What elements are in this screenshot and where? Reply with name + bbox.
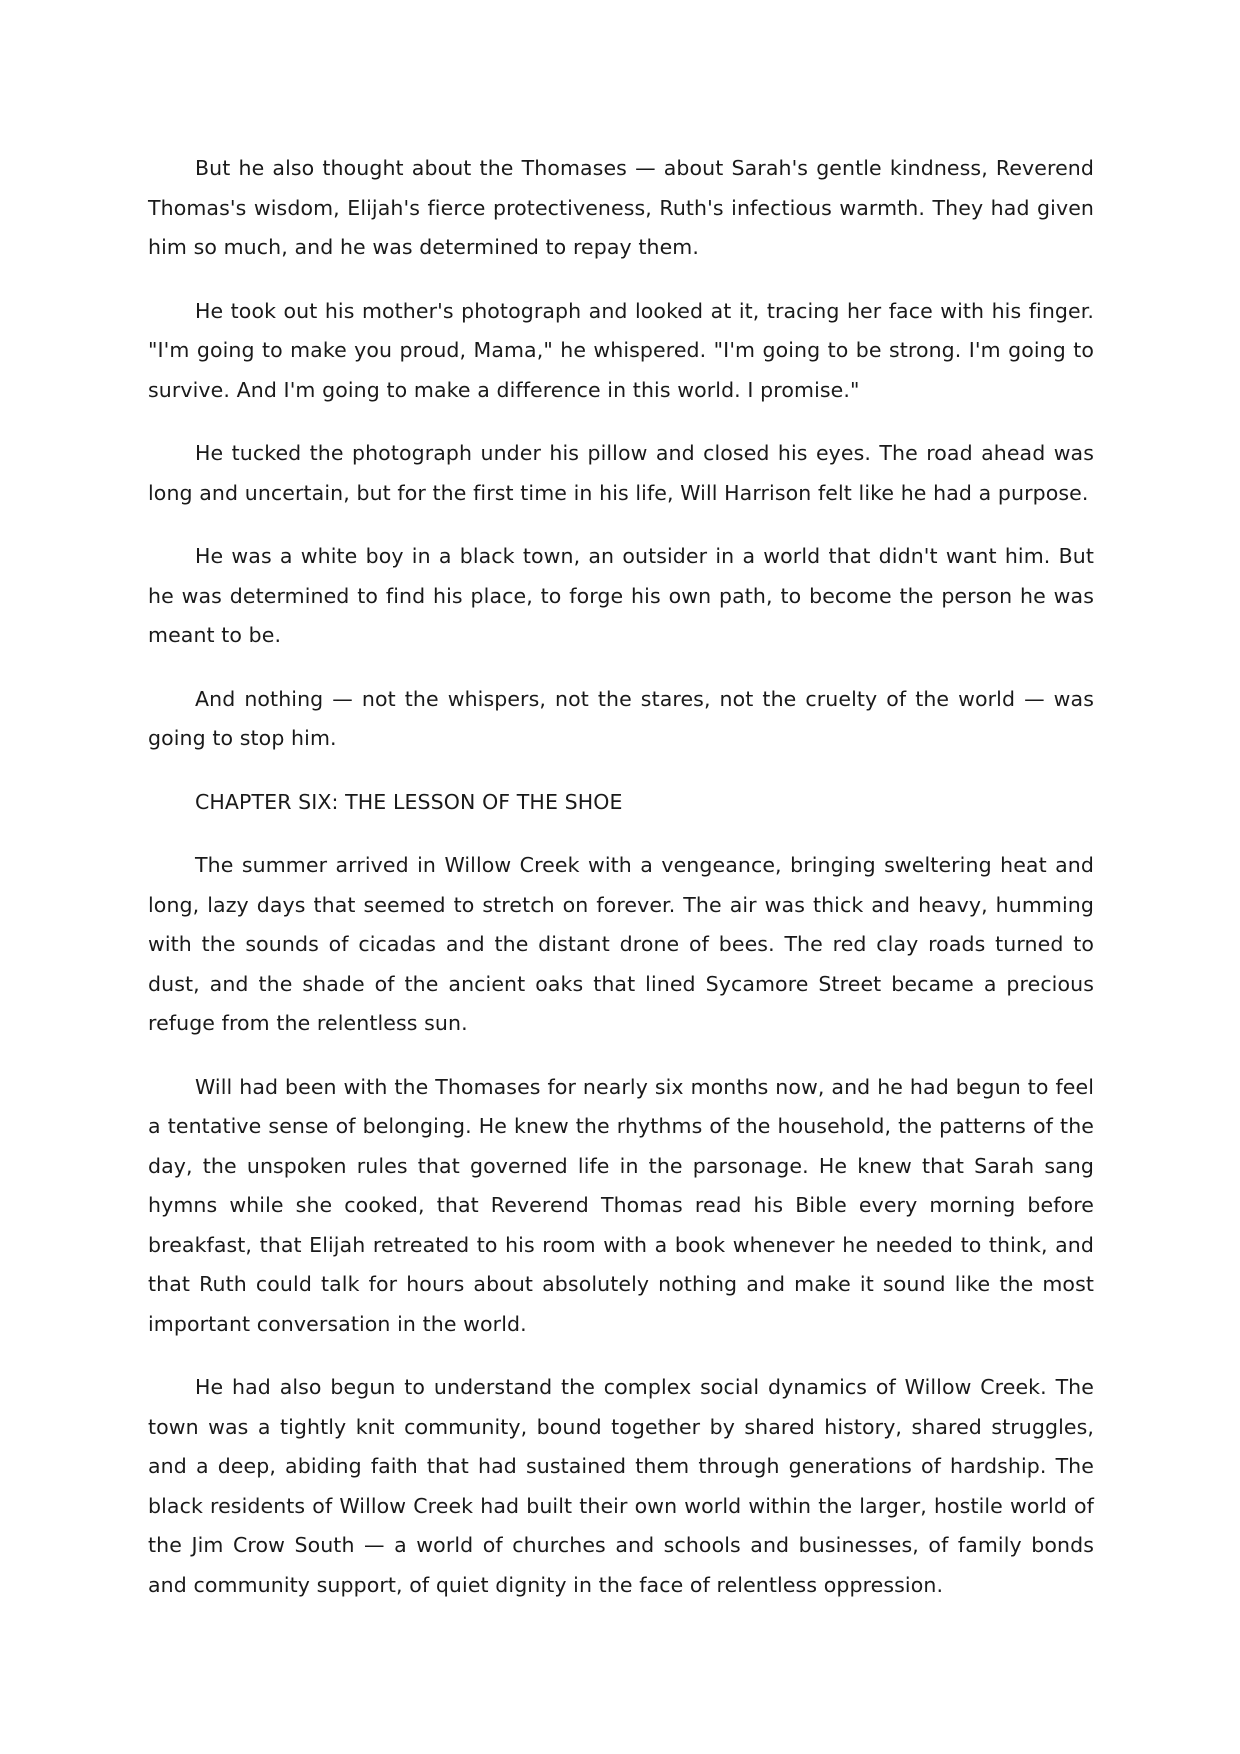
paragraph: He was a white boy in a black town, an outsider in a world that didn't want him. But he was determined to find his place, to forge his own path, to become the person he was meant to be. [148,544,1094,647]
paragraph: The summer arrived in Willow Creek with a vengeance, bringing sweltering heat and long, lazy days that seemed to stretch on forever. The air was thick and heavy, humming with the sounds of cicadas and the distant drone of bees. The red clay roads turned to dust, and the shade of the ancient oaks that lined Sycamore Street became a precious refuge from the relentless sun. [148,853,1094,1035]
paragraph: He took out his mother's photograph and looked at it, tracing her face with his finger. "I'm going to make you proud, Mama," he whispered. "I'm going to be strong. I'm going to survive. And I'm going to make a difference in this world. I promise." [148,298,1094,402]
chapter-heading: CHAPTER SIX: THE LESSON OF THE SHOE [195,789,623,814]
paragraph: He tucked the photograph under his pillow and closed his eyes. The road ahead was long and uncertain, but for the first time in his life, Will Harrison felt like he had a purpose. [148,441,1094,505]
document-page [148,149,1094,1629]
paragraph: But he also thought about the Thomases — about Sarah's gentle kindness, Reverend Thomas's wisdom, Elijah's fierce protectiveness, Ruth's infectious warmth. They had given him so much, and he was determined to repay them. [148,156,1094,259]
paragraph: He had also begun to understand the complex social dynamics of Willow Creek. The town was a tightly knit community, bound together by shared history, shared struggles, and a deep, abiding faith that had sustained them through generations of hardship. The black residents of Willow Creek had built their own world within the larger, hostile world of the Jim Crow South — a world of churches and schools and businesses, of family bonds and community support, of quiet dignity in the face of relentless oppression. [148,1375,1094,1597]
paragraph: Will had been with the Thomases for nearly six months now, and he had begun to feel a tentative sense of belonging. He knew the rhythms of the household, the patterns of the day, the unspoken rules that governed life in the parsonage. He knew that Sarah sang hymns while she cooked, that Reverend Thomas read his Bible every morning before breakfast, that Elijah retreated to his room with a book whenever he needed to think, and that Ruth could talk for hours about absolutely nothing and make it sound like the most important conversation in the world. [148,1074,1094,1336]
paragraph: And nothing — not the whispers, not the stares, not the cruelty of the world — was going to stop him. [148,686,1094,750]
